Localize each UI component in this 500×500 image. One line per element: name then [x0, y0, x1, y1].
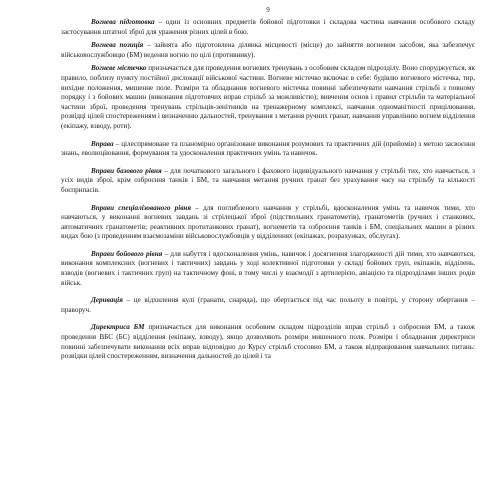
- glossary-term: Вправи бойового рівня: [91, 249, 163, 258]
- glossary-entry: [61, 41, 475, 60]
- glossary-term: Вправи спеціалізованого рівня: [91, 203, 192, 212]
- glossary-definition: – цілеспрямоване та планомірно організоване виконання розумових та практичних дій (прийомів) з метою засвоєння знань, еволюціювання, формування та удосконалення практичних умінь та навичок.: [61, 139, 475, 158]
- glossary-term: Вправи базового рівня: [91, 166, 162, 175]
- glossary-entry: [61, 140, 475, 159]
- glossary-definition: – для поглибленого навчання у стрільбі, вдосконалення умінь та навичок тими, хто навчаються, у виконанні вогневих завдань зі стрілецької зброї (підствольних гранатометів), гранатометів (ручних і станкових, автоматичних гранатометів; реактивних протитанкових гранат), вогнеметів та озброєння танків і БМ, спеціальних машин в різних видах бою (з проведенням взаємозаміни військовослужбовців у відділеннях (екіпажах, розрахунках, обслугах).: [61, 203, 475, 241]
- glossary-entry: [61, 250, 475, 288]
- glossary-entry: [61, 64, 475, 131]
- glossary-definition: – для набуття і вдосконалення умінь, навичок і досягнення злагодженості дій тими, хто навчаються, виконання комплексних (вогневих і тактичних) завдань у ході колективної підготовки у складі бойових груп, екіпажів, відділень, взводів (вогневих і тактичних груп) на тактичному фоні, в тому числі у взаємодії з артилерією, авіацією та підрозділами інших родів військ.: [61, 249, 475, 287]
- glossary-definition: – один із основних предметів бойової підготовки і складова частина навчання особового складу застосування штатної зброї для ураження різних цілей в бою.: [61, 18, 475, 36]
- glossary-entry: [61, 323, 475, 361]
- glossary-definition: – це відхилення кулі (гранати, снаряда), що обертається під час польоту в повітрі, у сторону обертання – праворуч.: [61, 296, 475, 314]
- glossary-definition: призначається для проведення вогневих тренувань з особовим складом підрозділу. Воно споруджується, як правило, поблизу пункту постійної дислокації військової частини. Вогневе містечко включає в себе: будівлю вогневого містечка, тир, вихідне положення, мишенне поле. Розміри та обладнання вогневого містечка повинні забезпечувати навчання стрільбі з повному порядку і з бойових машин (виконання підготовчих вправ стрільб за можливістю); вивчення основ і правил стрільби та матеріальної частини зброї, проведення тренувань стрільців-зенітників на тренажерному комплексі, навчання одноманітності прицілювання, розвідці цілей спостереженням і визначенню дальностей, тренування з метання ручних гранат, навчання управлінню вогнем відділення (екіпажу, взводу, роти).: [61, 64, 476, 130]
- glossary-definition: – для початкового загального і фахового індивідуального навчання у стрільбі тих, хто навчається, з усіх видів зброї, крім озброєння танків і БМ, та навчання метання ручних гранат без урахування часу на стрільбу та кількості боєприпасів.: [61, 166, 475, 194]
- glossary-entry: [61, 296, 475, 315]
- glossary-term: Вогнева підготовка: [91, 18, 155, 26]
- glossary-term: Вогнева позиція: [91, 41, 144, 50]
- glossary-entry: [61, 204, 475, 242]
- glossary-term: Деривація: [91, 296, 123, 305]
- glossary-entry: [61, 18, 475, 37]
- glossary-term: Директриса БМ: [91, 323, 145, 332]
- glossary-entry: [61, 167, 475, 196]
- glossary-definition: – зайнята або підготовлена ділянка місцевості (місце) до зайняття вогневим засобом, яка забезпечує військовослужбовцю (БМ) ведення вогню по цілі (противнику).: [61, 41, 475, 59]
- glossary-definition: призначається для виконання особовим складом підрозділів вправ стрільб з озброєння БМ, а також проведення ВБС (БС) відділення (екіпажу, взводу), якщо дозволяють розміри мишенного поля. Розміри і обладнання директриси повинні забезпечувати виконання всіх вправ відповідно до Курсу стрільб стосовно БМ, а також відпрацювання навчальних питань: розвідки цілей спостереженням, визначення дальностей до цілей і та: [61, 323, 475, 361]
- glossary-term: Вправа: [91, 139, 114, 148]
- glossary-term: Вогневе містечко: [91, 64, 147, 73]
- page-number: 9: [266, 6, 270, 14]
